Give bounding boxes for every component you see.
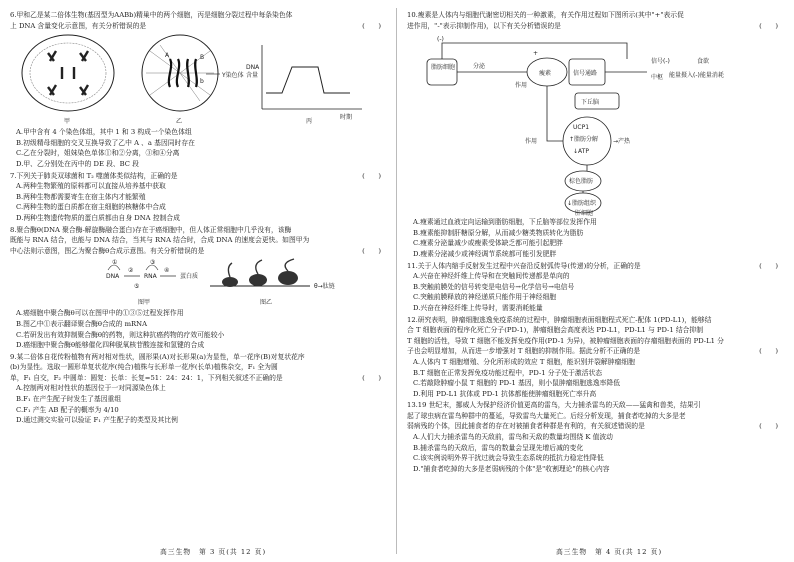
q11-stem-text: 11.关于人体内缩手反射发生过程中兴奋沿反射弧传导(传递)的分析，正确的是	[407, 261, 641, 270]
q6-stem-line-2	[10, 21, 385, 32]
gene-label-2: b	[200, 78, 204, 86]
thermogenesis-label: →产热	[613, 138, 631, 146]
figure-a-caption: 甲	[64, 118, 71, 126]
q12-stem-line-2: 合 T 细胞表面的程序化死亡分子(PD-1)，肿瘤细胞会高度表达 PD-L1，PD-L1 与 PD-1 结合抑制	[407, 326, 704, 335]
hypothalamus-label: 下丘脑	[581, 99, 600, 107]
question-6	[10, 10, 385, 170]
dogma-step-5: ⑤	[134, 283, 140, 291]
q10-figure	[407, 31, 782, 217]
cell-a-chromosomes	[48, 51, 88, 95]
lipolysis-label: ↑脂肪分解	[569, 136, 599, 144]
q8-figure	[10, 256, 385, 308]
question-9	[10, 352, 385, 426]
graph-x-label: 时期	[340, 114, 353, 122]
question-12	[407, 315, 782, 400]
q9-option-b[interactable]: B.F₁ 在产生配子时发生了基因重组	[16, 395, 122, 404]
dogma-rna: RNA	[144, 273, 157, 281]
leptin-label: 瘦素	[539, 70, 552, 78]
q10-answer-paren: ( )	[759, 21, 778, 30]
y-chromosome-label: Y染色体	[222, 72, 244, 80]
q11-stem	[407, 261, 782, 272]
fat-cell-label: 脂肪细胞	[431, 64, 456, 72]
q7-option-c[interactable]: C.两种生物的蛋白质都在宿主细胞的核糖体中合成	[16, 203, 166, 212]
left-page	[10, 10, 385, 427]
q9-stem-text: 单，F₁ 自交，F₂ 中圆单：圆复：长单：长复=51：24：24：1，下列相关叙述不正确的是	[10, 373, 283, 382]
q10-option-c[interactable]: C.瘦素分泌量减少或瘦素受体缺乏都可能引起肥胖	[413, 239, 563, 248]
cell-a-outline	[22, 35, 114, 111]
figure-c-caption: 丙	[306, 118, 313, 126]
dogma-step-4: ④	[164, 267, 170, 275]
dogma-step-3: ③	[150, 259, 156, 267]
graph-dna-curve	[266, 67, 350, 93]
dogma-protein: 蛋白质	[180, 273, 199, 281]
q6-option-b[interactable]: B.初级精母细胞的交叉互换导致了乙中 A 、a 基因同时存在	[16, 138, 195, 147]
q6-stem-line-1: 6.甲和乙是某二倍体生物(基因型为AABb)精巢中的两个细胞，丙是细胞分裂过程中每条染色体	[10, 11, 293, 19]
ucp-label: UCP1	[573, 124, 590, 132]
q12-stem-line-1: 12.研究表明，肿瘤细胞逃逸免疫系统的过程中，肿瘤细胞表面细胞程式死亡-配体 1(PD-L1)，能够结	[407, 315, 712, 324]
q13-stem-text: 弱病残的个体，因此捕食者的存在对被捕食者种群是有利的，有关叙述错误的是	[407, 422, 645, 431]
q13-stem-line-2: 起了球虫病在雷鸟种群中的蔓延，导致雷鸟大量死亡。后经分析发现，捕食者吃掉的大多是老	[407, 411, 686, 420]
question-11	[407, 261, 782, 314]
q8-option-c[interactable]: C.若研发出有效抑制聚合酶θ的药物，则这种抗癌药物的疗效可能较小	[16, 330, 225, 339]
graph-y-label: DNA	[246, 64, 260, 72]
q8-option-a[interactable]: A.癌细胞中聚合酶θ可以在图甲中的①③⑤过程发挥作用	[16, 309, 184, 318]
q11-option-c[interactable]: C.突触前膜释放的神经递质只能作用于神经细胞	[413, 293, 557, 302]
q9-option-d[interactable]: D.通过测交实验可以验证 F₁ 产生配子的类型及其比例	[16, 416, 178, 425]
plus-sign: +	[533, 50, 539, 58]
q6-option-a[interactable]: A.甲中含有 4 个染色体组，其中 1 和 3 构成一个染色体组	[16, 128, 192, 137]
liver-cell-label: 肝细胞	[575, 210, 594, 218]
q12-answer-paren: ( )	[759, 347, 778, 356]
q9-answer-paren: ( )	[362, 373, 381, 382]
q12-option-b[interactable]: B.T 细胞在正常发挥免疫功能过程中，PD-1 分子处于激活状态	[413, 368, 603, 377]
q9-stem-line-2: (b)为显性。选取一圆形单复状花序(纯合)植株与长形单一花序(长单)植株杂交，F₁ 全为圆	[10, 363, 278, 372]
gene-label-1: A	[165, 52, 170, 60]
action-label-2: 作用	[525, 138, 538, 146]
q8-stem-line-1: 8.聚合酶θ(DNA 聚合酶-解旋酶融合蛋白)存在于癌细胞中，但人体正常细胞中几乎没有，该酶	[10, 225, 292, 234]
question-13	[407, 400, 782, 474]
q10-stem-line-2	[407, 21, 782, 32]
ribosome-3	[278, 271, 298, 285]
q9-stem-line-1: 9.某二倍体自花传粉植物有两对相对性状，圆形果(A)对长形果(a)为显性，单一花序(B)对复状花序	[10, 352, 305, 361]
q8-stem-line-3	[10, 246, 385, 257]
q11-option-d[interactable]: D.兴奋在神经纤维上传导时，需要消耗能量	[413, 303, 543, 312]
q13-stem-line-1: 13.19 世纪末，挪威人为保护经济价值更高的雷鸟，大力捕杀雷鸟的天敌——猛禽和兽类，结果引	[407, 401, 701, 410]
q10-stem-line-1: 10.瘦素是人体内与细胞代谢密切相关的一种激素，有关作用过程如下图所示(其中"+"表示促	[407, 11, 684, 19]
cell-a-spindle	[30, 43, 106, 103]
secrete-label: 分泌	[473, 63, 486, 71]
energy-label: 能量摄入(-)能量消耗	[669, 72, 724, 80]
flow-shapes	[427, 43, 647, 213]
gene-label-3: B	[200, 54, 205, 62]
q13-stem-line-3	[407, 421, 782, 432]
q6-figure-svg	[10, 31, 385, 127]
q10-option-a[interactable]: A.瘦素通过血液定向运输到脂肪细胞，下丘脑等部位发挥作用	[413, 218, 597, 227]
figure-b-caption: 乙	[176, 118, 183, 126]
q7-option-b[interactable]: B.两种生物都需要寄生在宿主体内才能繁殖	[16, 192, 146, 201]
brown-fat-label: 棕色脂肪	[569, 178, 594, 186]
q10-figure-svg	[407, 31, 782, 217]
right-page	[407, 10, 782, 475]
q6-stem-text: 上 DNA 含量变化示意图，有关分析错误的是	[10, 21, 147, 30]
q10-option-b[interactable]: B.瘦素能抑制肝糖原分解，从而减少糖类物质转化为脂肪	[413, 228, 584, 237]
dogma-step-2: ②	[128, 267, 134, 275]
dogma-dna: DNA	[106, 273, 120, 281]
fat-decrease-label: ↓脂肪组织	[567, 200, 597, 208]
left-page-footer: 高三生物 第 3 页(共 12 页)	[160, 548, 267, 556]
q12-option-c[interactable]: C.若敲除肿瘤小鼠 T 细胞的 PD-1 基因，则小鼠肿瘤细胞逃逸率降低	[413, 379, 620, 388]
q12-stem-text: 子也会明显增加，从而进一步增强对 T 细胞的抑制作用。据此分析不正确的是	[407, 347, 641, 356]
q12-stem-line-3: T 细胞的活性，导致 T 细胞不能发挥免疫作用(PD-1 为异)，被肿瘤细胞表面的存瘤细胞表面的 PD-L1 分	[407, 336, 724, 345]
fat-cell-box	[427, 59, 457, 85]
q8-stem-text: 中心法则示意图，图乙为聚合酶θ合成示意图。有关分析错误的是	[10, 246, 205, 255]
q9-stem-line-3	[10, 373, 385, 384]
question-7	[10, 171, 385, 224]
action-label-1: 作用	[515, 82, 528, 90]
page-divider	[396, 8, 397, 554]
center-label: 中枢	[651, 74, 664, 82]
question-10	[407, 10, 782, 260]
question-8	[10, 225, 385, 351]
q9-option-a[interactable]: A.控制两对相对性状的基因位于一对同源染色体上	[16, 384, 166, 393]
peptide-2	[256, 260, 262, 274]
signal-label: 信号(-)	[651, 58, 670, 66]
ribosome-2	[249, 274, 267, 286]
q11-option-a[interactable]: A.兴奋在神经纤维上传导和在突触间传递都是单向的	[413, 272, 570, 281]
q7-stem-text: 7.下列关于肺炎双球菌和 T₂ 噬菌体类似结构，正确的是	[10, 171, 178, 180]
q7-option-d[interactable]: D.两种生物遗传物质的蛋白质都由自身 DNA 控制合成	[16, 213, 180, 222]
q10-option-d[interactable]: D.瘦素分泌减少或神经调节系统都可能引发肥胖	[413, 249, 557, 258]
peptide-3	[285, 259, 294, 271]
right-page-footer: 高三生物 第 4 页(共 12 页)	[556, 548, 663, 556]
q11-option-b[interactable]: B.突触前膜处的信号转变是电信号→化学信号→电信号	[413, 282, 575, 291]
central-dogma-diagram	[106, 259, 198, 306]
appetite-label: 食欲	[697, 58, 710, 66]
figure-b-caption: 图乙	[260, 299, 273, 307]
q12-stem-line-4	[407, 346, 782, 357]
figure-a-caption: 图甲	[138, 299, 151, 307]
neuron-label: 信号通路	[573, 70, 598, 78]
q13-option-d[interactable]: D."捕食者吃掉的大多是老弱病残的个体"是"收割理论"的核心内容	[413, 464, 610, 473]
q8-stem-line-2: 既能与 RNA 结合，也能与 DNA 结合，当其与 RNA 结合时，合成 DNA 的速度会更快。如图甲为	[10, 236, 310, 245]
q8-option-b[interactable]: B.图乙中①表示翻译聚合酶θ合成的 mRNA	[16, 319, 147, 328]
q13-option-c[interactable]: C.该实例说明外界干扰过就会导致生态系统的抵抗力稳定性降低	[413, 454, 604, 463]
q6-option-d[interactable]: D.甲、乙分别处在丙中的 DE 段、BC 段	[16, 159, 139, 168]
polymerase-synthesis-diagram	[210, 259, 335, 306]
atp-label: ↓ATP	[573, 148, 589, 156]
q12-option-a[interactable]: A.人体内 T 细胞增殖、分化所形成的效应 T 细胞，能识别并裂解肿瘤细胞	[413, 357, 635, 366]
q13-option-b[interactable]: B.捕杀雷鸟的天敌后，雷鸟的数量会呈现先增后减的变化	[413, 443, 584, 452]
minus-sign: (-)	[437, 36, 444, 44]
graph-y-unit: 含量	[246, 72, 259, 80]
polymerase-label: θ→肽链	[314, 283, 335, 291]
q8-answer-paren: ( )	[362, 246, 381, 255]
q13-answer-paren: ( )	[759, 422, 778, 431]
q8-figure-svg	[10, 256, 385, 308]
graph-c	[246, 45, 362, 121]
peptide-1	[228, 263, 232, 277]
q11-answer-paren: ( )	[759, 261, 778, 270]
arrow-action-down	[547, 86, 563, 141]
q7-option-a[interactable]: A.两种生物繁殖的原料都可以直接从培养基中获取	[16, 182, 166, 191]
q6-figure	[10, 31, 385, 127]
q9-option-c[interactable]: C.F₁ 产生 AB 配子的概率为 4/10	[16, 405, 119, 414]
q6-option-c[interactable]: C.乙在分裂时，姐妹染色单体①和②分离，③和④分离	[16, 149, 180, 158]
q13-option-a[interactable]: A.人们大力捕杀雷鸟的天敌前，雷鸟和天敌的数量均围绕 K 值波动	[413, 433, 613, 442]
q10-stem-text: 进作用，"-"表示抑制作用)，以下有关分析错误的是	[407, 21, 561, 30]
q6-answer-paren: ( )	[362, 21, 381, 30]
q8-option-d[interactable]: D.癌细胞中聚合酶θ能够催化四种脱氧核苷酸连接和氢键的合成	[16, 341, 205, 350]
q7-stem	[10, 171, 385, 182]
ribosome-1	[222, 277, 238, 287]
dogma-step-1: ①	[112, 259, 118, 267]
q12-option-d[interactable]: D.利用 PD-L1 抗体或 PD-1 抗体都能使肿瘤细胞死亡率升高	[413, 389, 597, 398]
q7-answer-paren: ( )	[362, 171, 381, 180]
